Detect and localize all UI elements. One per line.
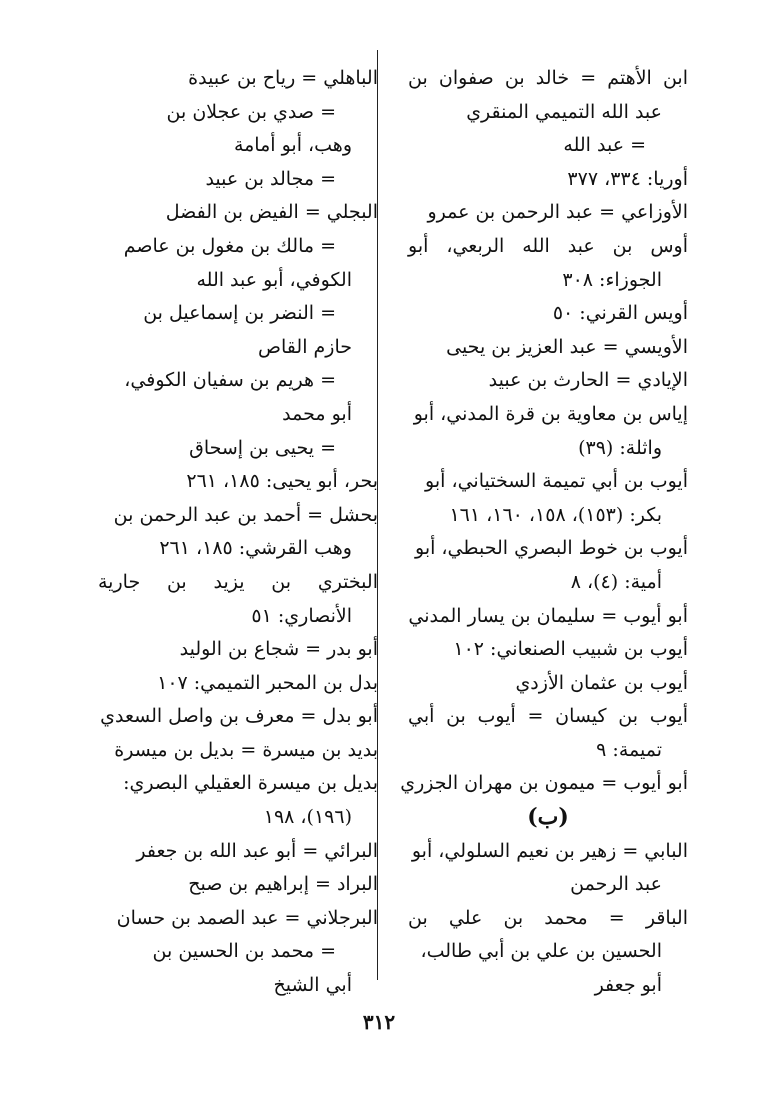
index-entry: أبو جعفر xyxy=(594,974,662,997)
index-entry: بديل بن ميسرة العقيلي البصري: xyxy=(123,772,378,795)
index-entry: أوس بن عبد الله الربعي، أبو xyxy=(408,234,688,257)
index-entry: البراد = إبراهيم بن صبح xyxy=(188,873,378,896)
index-entry: = هريم بن سفيان الكوفي، xyxy=(124,369,336,392)
index-entry: ابن الأهتم = خالد بن صفوان بن xyxy=(408,67,688,89)
index-entry: الإيادي = الحارث بن عبيد xyxy=(488,369,688,392)
index-entry: بحر، أبو يحيى: ١٨٥، ٢٦١ xyxy=(186,470,378,493)
index-entry: أمية: (٤)، ٨ xyxy=(570,570,662,593)
index-entry: أيوب بن كيسان = أيوب بن أبي xyxy=(408,705,688,728)
index-entry: = عبد الله xyxy=(563,134,646,157)
index-entry: (١٩٦)، ١٩٨ xyxy=(263,806,352,829)
index-entry: وهب القرشي: ١٨٥، ٢٦١ xyxy=(159,537,352,560)
index-entry: إياس بن معاوية بن قرة المدني، أبو xyxy=(413,402,688,425)
index-entry: أبو محمد xyxy=(282,402,352,425)
index-entry: بحشل = أحمد بن عبد الرحمن بن xyxy=(113,503,378,526)
index-entry: أبي الشيخ xyxy=(273,974,352,997)
index-entry: أبو أيوب = سليمان بن يسار المدني xyxy=(408,604,688,627)
index-entry: أبو بدل = معرف بن واصل السعدي xyxy=(100,705,378,728)
index-entry: أيوب بن أبي تميمة السختياني، أبو xyxy=(425,470,688,493)
index-entry: الجوزاء: ٣٠٨ xyxy=(562,268,662,291)
index-entry: أبو أيوب = ميمون بن مهران الجزري xyxy=(400,772,688,795)
index-entry: = مجالد بن عبيد xyxy=(205,167,336,190)
index-entry: واثلة: (٣٩) xyxy=(578,436,662,459)
index-entry: الباقر = محمد بن علي بن xyxy=(408,906,688,929)
index-entry: بكر: (١٥٣)، ١٥٨، ١٦٠، ١٦١ xyxy=(449,503,662,526)
index-entry: = صدي بن عجلان بن xyxy=(166,100,336,123)
index-entry: الحسين بن علي بن أبي طالب، xyxy=(420,940,662,963)
index-entry: أوريا: ٣٣٤، ٣٧٧ xyxy=(567,167,688,190)
section-letter-heading: (ب) xyxy=(527,804,569,831)
index-entry: أبو بدر = شجاع بن الوليد xyxy=(179,638,378,661)
index-entry: = يحيى بن إسحاق xyxy=(189,436,336,459)
index-entry: البابي = زهير بن نعيم السلولي، أبو xyxy=(411,839,688,862)
index-entry: أيوب بن شبيب الصنعاني: ١٠٢ xyxy=(453,638,688,661)
index-entry: = مالك بن مغول بن عاصم xyxy=(123,234,336,257)
index-entry: بدل بن المحبر التميمي: ١٠٧ xyxy=(157,671,378,694)
index-entry: وهب، أبو أمامة xyxy=(233,134,352,157)
index-entry: تميمة: ٩ xyxy=(596,738,662,761)
index-entry: عبد الله التميمي المنقري xyxy=(466,100,662,123)
index-entry: أيوب بن خوط البصري الحبطي، أبو xyxy=(415,537,688,560)
index-entry: البختري بن يزيد بن جارية xyxy=(98,570,378,593)
index-entry: البرجلاني = عبد الصمد بن حسان xyxy=(116,906,378,929)
index-entry: البجلي = الفيض بن الفضل xyxy=(165,201,378,224)
index-column-right xyxy=(400,62,688,1003)
index-entry: الأنصاري: ٥١ xyxy=(251,604,352,627)
index-entry: عبد الرحمن xyxy=(570,873,662,896)
index-entry: الباهلي = رياح بن عبيدة xyxy=(188,67,378,89)
index-entry: الأويسي = عبد العزيز بن يحيى xyxy=(446,335,688,358)
index-entry: حازم القاص xyxy=(258,335,352,358)
index-entry: أيوب بن عثمان الأزدي xyxy=(515,671,688,694)
index-entry: الكوفي، أبو عبد الله xyxy=(196,268,352,291)
index-entry: = محمد بن الحسين بن xyxy=(152,940,336,963)
index-entry: = النضر بن إسماعيل بن xyxy=(143,302,336,325)
index-column-left xyxy=(98,62,378,1003)
index-entry: بديد بن ميسرة = بديل بن ميسرة xyxy=(114,738,378,761)
index-entry: الأوزاعي = عبد الرحمن بن عمرو xyxy=(427,201,688,224)
index-entry: أويس القرني: ٥٠ xyxy=(552,302,688,325)
page-number: ٣١٢ xyxy=(362,1010,396,1034)
index-entry: البرائي = أبو عبد الله بن جعفر xyxy=(136,839,378,862)
